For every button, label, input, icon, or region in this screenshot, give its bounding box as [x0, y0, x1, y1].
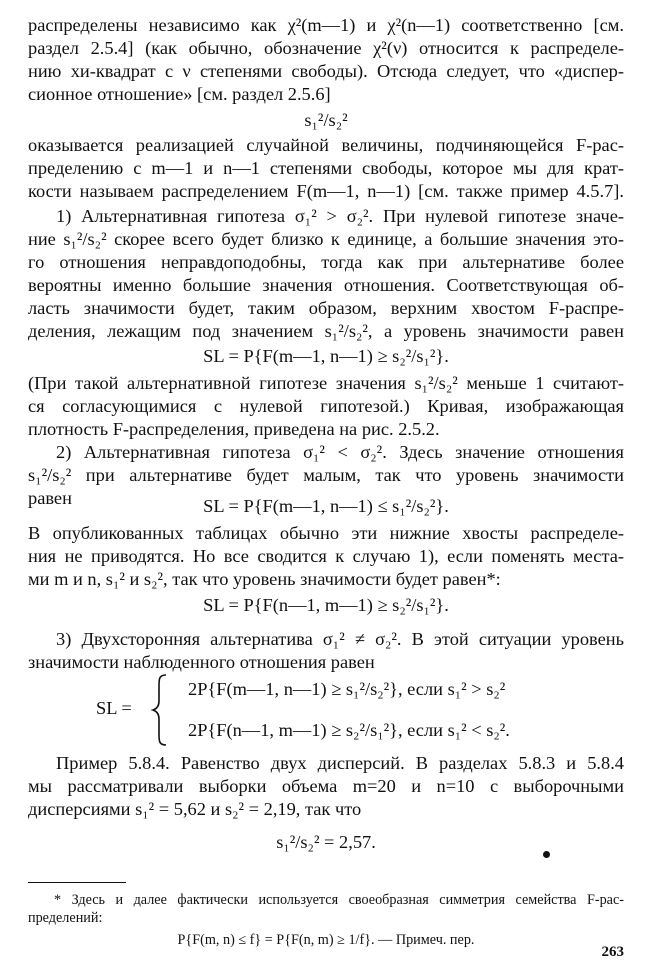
text-line: распределены независимо как χ²(m—1) и χ²(n—1) соответственно [см. — [28, 15, 624, 35]
formula: SL = P{F(m—1, n—1) ≥ s₂²/s₁²}. — [203, 346, 449, 366]
text-line: Пример 5.8.4. Равенство двух дисперсий. В разделах 5.8.3 и 5.8.4 — [56, 753, 624, 773]
formula: SL = P{F(n—1, m—1) ≥ s₂²/s₁²}. — [203, 595, 449, 615]
dot-mark — [543, 851, 550, 858]
footnote-line: * Здесь и далее фактически используется своеобразная симметрия семейства F-рас- — [54, 892, 624, 908]
text-line: плотность F-распределения, приведена на рис. 2.5.2. — [28, 419, 440, 439]
text-line: мы рассматривали выборки объема m=20 и n=10 с выборочными — [28, 776, 624, 796]
text-line: пределению с m—1 и n—1 степенями свободы, которое мы для крат- — [28, 158, 624, 178]
footnote-line: пределений: — [28, 910, 103, 926]
formula-lhs: SL = — [96, 698, 132, 718]
text-line: вероятны именно большие значения отношения. Соответствующая об- — [28, 275, 624, 295]
text-line: оказывается реализацией случайной величины, подчиняющейся F-рас- — [28, 135, 624, 155]
text-line: s₁²/s₂² при альтернативе будет малым, так что уровень значимости — [28, 465, 624, 485]
text-line: ние s₁²/s₂² скорее всего будет близко к единице, а большие значения это- — [28, 229, 624, 249]
text-line: ласть значимости будет, таким образом, верхним хвостом F-распре- — [28, 298, 624, 318]
text-line: ми m и n, s₁² и s₂², так что уровень значимости будет равен*: — [28, 569, 501, 589]
text-line: 2) Альтернативная гипотеза σ₁² < σ₂². Здесь значение отношения — [56, 442, 624, 462]
text-line: кости называем распределением F(m—1, n—1) [см. также пример 4.5.7]. — [28, 181, 624, 201]
text-line: ся согласующимися с нулевой гипотезой.) Кривая, изображающая — [28, 396, 624, 416]
footnote-rule — [28, 882, 126, 883]
text-line: го отношения неправдоподобны, тогда как при альтернативе более — [28, 252, 624, 272]
text-line: деления, лежащим под значением s₁²/s₂², а уровень значимости равен — [28, 321, 624, 341]
formula: s₁²/s₂² — [304, 110, 348, 130]
formula: SL = P{F(m—1, n—1) ≤ s₁²/s₂²}. — [203, 496, 449, 516]
text-line: значимости наблюденного отношения равен — [28, 652, 375, 672]
footnote-formula: P{F(m, n) ≤ f} = P{F(n, m) ≥ 1/f}. — Примеч. пер. — [177, 932, 475, 948]
text-line: 1) Альтернативная гипотеза σ₁² > σ₂². При нулевой гипотезе значе- — [56, 206, 624, 226]
text-line: равен — [28, 488, 72, 508]
formula: s₁²/s₂² = 2,57. — [276, 832, 376, 852]
text-line: дисперсиями s₁² = 5,62 и s₂² = 2,19, так что — [28, 799, 362, 819]
text-line: ния не приводятся. Но все сводится к случаю 1), если поменять места- — [28, 546, 624, 566]
brace-icon — [150, 673, 170, 747]
formula-case: 2P{F(n—1, m—1) ≥ s₂²/s₁²}, если s₁² < s₂². — [188, 720, 510, 740]
formula-case: 2P{F(m—1, n—1) ≥ s₁²/s₂²}, если s₁² > s₂² — [188, 679, 506, 699]
page-number: 263 — [601, 944, 624, 960]
text-line: раздел 2.5.4] (как обычно, обозначение χ²(ν) относится к распределе- — [28, 38, 624, 58]
text-line: 3) Двухсторонняя альтернатива σ₁² ≠ σ₂². В этой ситуации уровень — [56, 629, 624, 649]
text-line: В опубликованных таблицах обычно эти нижние хвосты распределе- — [28, 523, 624, 543]
text-line: (При такой альтернативной гипотезе значения s₁²/s₂² меньше 1 считают- — [28, 373, 624, 393]
text-line: нию хи-квадрат с ν степенями свободы). Отсюда следует, что «диспер- — [28, 61, 624, 81]
text-line: сионное отношение» [см. раздел 2.5.6] — [28, 84, 331, 104]
